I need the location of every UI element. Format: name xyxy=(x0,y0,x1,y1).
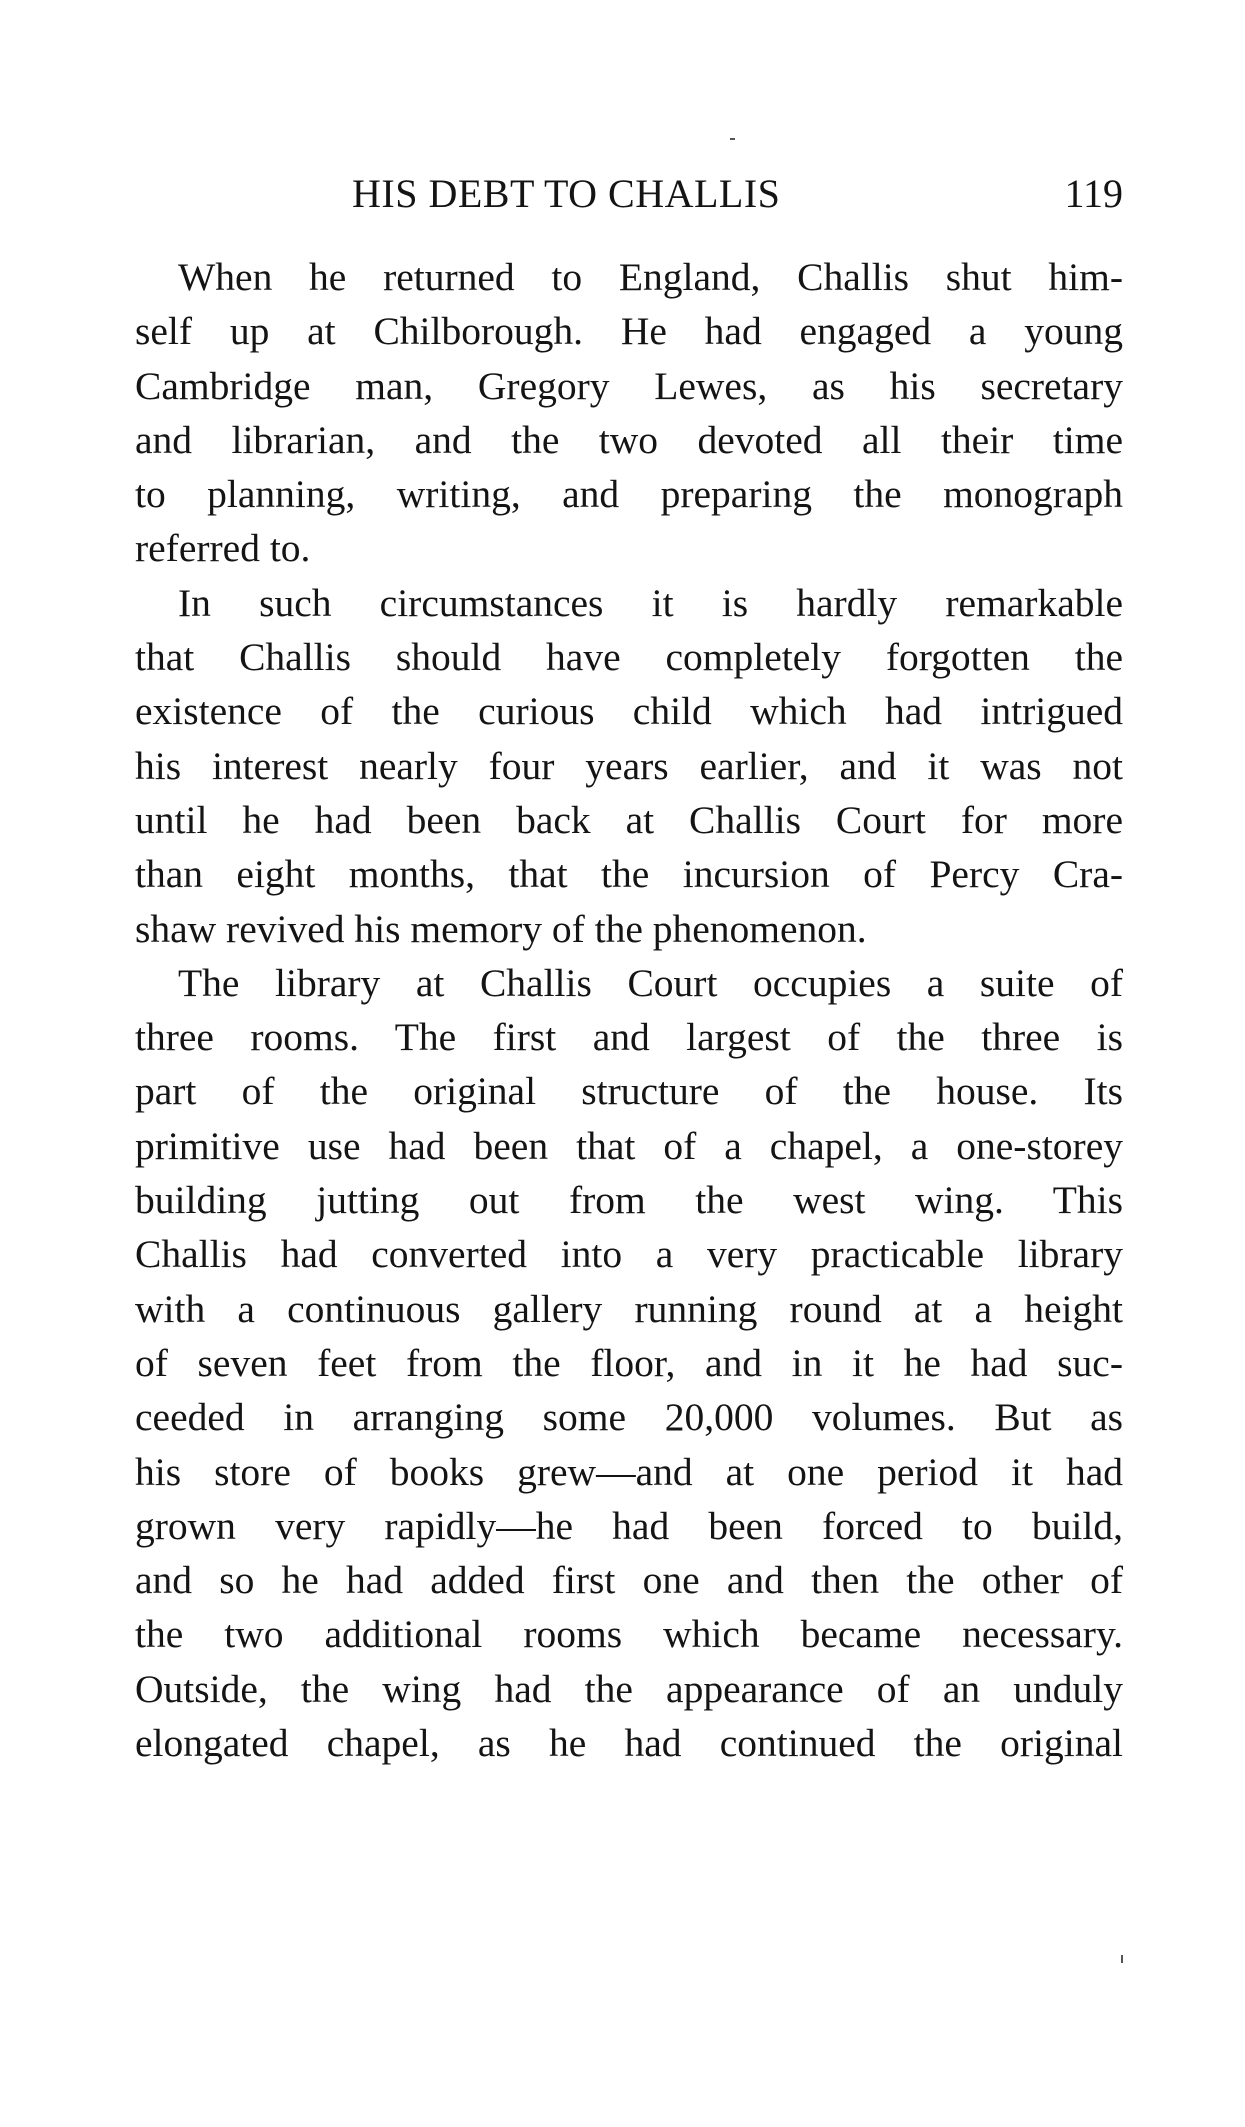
text-line: the two additional rooms which became necessary. xyxy=(135,1612,1123,1657)
running-title: HIS DEBT TO CHALLIS xyxy=(352,171,781,216)
text-line: existence of the curious child which had intrigued xyxy=(135,689,1123,734)
text-line: until he had been back at Challis Court for more xyxy=(135,797,1123,842)
text-line: that Challis should have completely forgotten the xyxy=(135,635,1123,680)
text-line: of seven feet from the floor, and in it he had suc- xyxy=(135,1340,1123,1385)
paragraph xyxy=(135,956,1123,1770)
text-line: grown very rapidly—he had been forced to build, xyxy=(135,1503,1123,1548)
text-line: Cambridge man, Gregory Lewes, as his secretary xyxy=(135,363,1123,408)
page-body xyxy=(135,250,1123,1770)
text-line: building jutting out from the west wing. This xyxy=(135,1178,1123,1223)
text-line: self up at Chilborough. He had engaged a young xyxy=(135,309,1123,354)
text-line: primitive use had been that of a chapel, a one-storey xyxy=(135,1123,1123,1168)
text-line: Challis had converted into a very practicable library xyxy=(135,1232,1123,1277)
scan-speck xyxy=(1121,1955,1123,1963)
text-line: to planning, writing, and preparing the monograph xyxy=(135,472,1123,517)
text-line: In such circumstances it is hardly remarkable xyxy=(178,580,1123,625)
scan-speck xyxy=(730,138,735,140)
text-line: Outside, the wing had the appearance of an unduly xyxy=(135,1666,1123,1711)
text-line: and so he had added first one and then the other of xyxy=(135,1558,1123,1603)
text-line: referred to. xyxy=(135,526,311,571)
text-line: When he returned to England, Challis shut him- xyxy=(178,255,1123,299)
page-number: 119 xyxy=(1064,171,1123,216)
text-line: than eight months, that the incursion of Percy Cra- xyxy=(135,852,1123,897)
text-line: his interest nearly four years earlier, and it was not xyxy=(135,743,1123,788)
running-header xyxy=(135,170,1123,220)
text-line: and librarian, and the two devoted all their time xyxy=(135,417,1123,462)
text-line: three rooms. The first and largest of the three is xyxy=(135,1015,1123,1060)
text-line: with a continuous gallery running round at a height xyxy=(135,1286,1123,1331)
text-line: elongated chapel, as he had continued the original xyxy=(135,1721,1123,1766)
paragraph xyxy=(135,576,1123,956)
text-line: part of the original structure of the house. Its xyxy=(135,1069,1123,1114)
text-line: ceeded in arranging some 20,000 volumes. But as xyxy=(135,1395,1123,1440)
text-line: shaw revived his memory of the phenomenon. xyxy=(135,906,867,951)
text-line: his store of books grew—and at one period it had xyxy=(135,1449,1123,1494)
paragraph xyxy=(135,250,1123,576)
text-line: The library at Challis Court occupies a suite of xyxy=(178,960,1123,1005)
